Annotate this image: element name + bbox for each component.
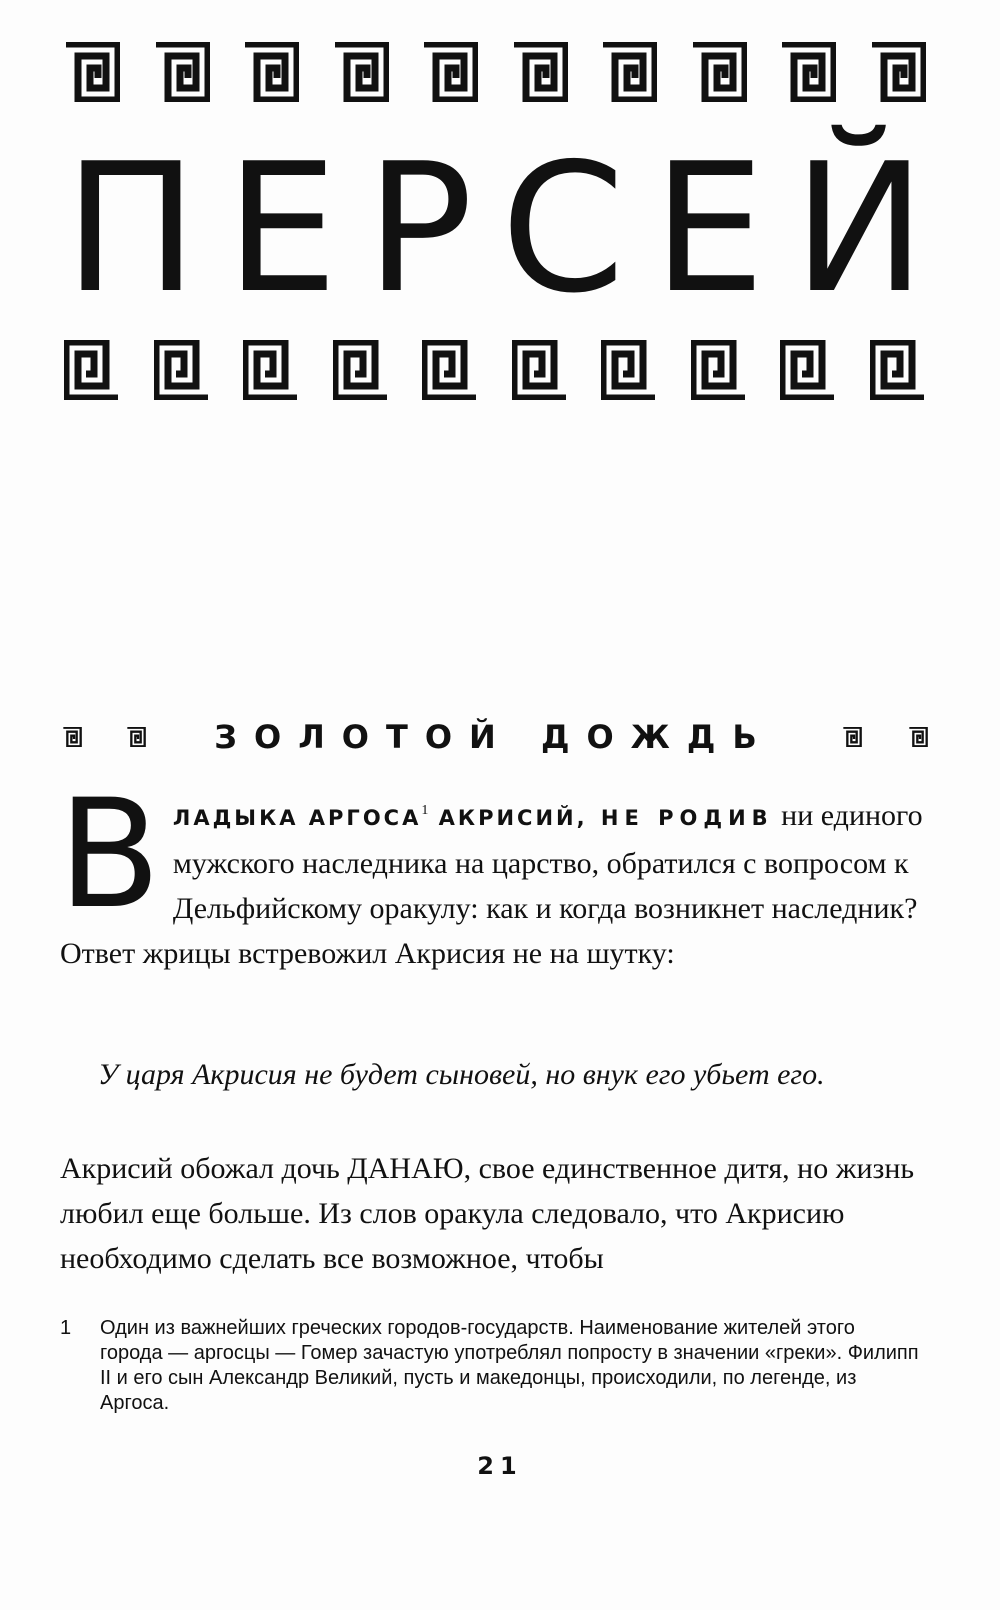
drop-cap: В [58, 768, 161, 942]
chapter-title: ЗОЛОТОЙ ДОЖДЬ [214, 718, 774, 756]
meander-ornament [126, 727, 146, 747]
opening-paragraph [58, 768, 926, 976]
meander-ornament [780, 42, 836, 102]
meander-ornament [62, 727, 82, 747]
meander-ornament [333, 42, 389, 102]
meander-ornament [601, 42, 657, 102]
title-letter: С [500, 125, 625, 332]
oracle-quote: У царя Акрисия не будет сыновей, но внук его убьет его. [98, 1058, 825, 1091]
footnote-number: 1 [60, 1317, 72, 1339]
page-number: 21 [477, 1452, 523, 1480]
title-letter: Й [792, 125, 926, 332]
top-meander-border [64, 42, 926, 102]
footnote-text: Один из важнейших греческих городов-государств. Наименование жителей этого города — аргосцы — Гомер зачастую употреблял попросту в значении «греки». Филипп II и его сын Александр Великий, пусть и македонцы, происходили, по легенде, из Аргоса. [100, 1317, 919, 1414]
meander-ornament [780, 340, 836, 400]
title-letter: Е [652, 125, 766, 332]
meander-ornament [64, 340, 120, 400]
meander-ornament [512, 340, 568, 400]
lead-in-caps: АКРИСИЙ, [428, 806, 588, 830]
meander-ornament [691, 340, 747, 400]
meander-ornament [243, 340, 299, 400]
paragraph: Акрисий обожал дочь ДАНАЮ, свое единственное дитя, но жизнь любил еще больше. Из слов оракула следовало, что Акрисию необходимо сделать все возможное, чтобы [60, 1152, 915, 1275]
meander-ornament [691, 42, 747, 102]
meander-ornament [243, 42, 299, 102]
meander-ornament [601, 340, 657, 400]
title-letter: П [64, 125, 198, 332]
meander-ornament [154, 42, 210, 102]
footnote [60, 1316, 920, 1416]
meander-ornament [154, 340, 210, 400]
title-letter: Е [225, 125, 338, 332]
footnote-reference: 1 [421, 803, 429, 818]
meander-ornament [870, 340, 926, 400]
meander-ornament [512, 42, 568, 102]
meander-ornament [64, 42, 120, 102]
paragraph-text: ни единого мужского наследника на царство, обратился с вопросом к Дельфийскому оракулу: как и когда возникнет наследник? Ответ жрицы встревожил Акрисия не на шутку: [60, 799, 923, 970]
lead-in-caps: НЕ РОДИВ [587, 806, 774, 830]
page-title [64, 125, 926, 332]
lead-in-caps: ЛАДЫКА АРГОСА [172, 806, 422, 830]
meander-ornament [842, 727, 862, 747]
bottom-meander-border [64, 340, 926, 400]
meander-ornament [870, 42, 926, 102]
title-letter: Р [365, 125, 474, 332]
chapter-heading [62, 718, 928, 756]
meander-ornament [422, 340, 478, 400]
meander-ornament [333, 340, 389, 400]
meander-ornament [422, 42, 478, 102]
meander-ornament [908, 727, 928, 747]
